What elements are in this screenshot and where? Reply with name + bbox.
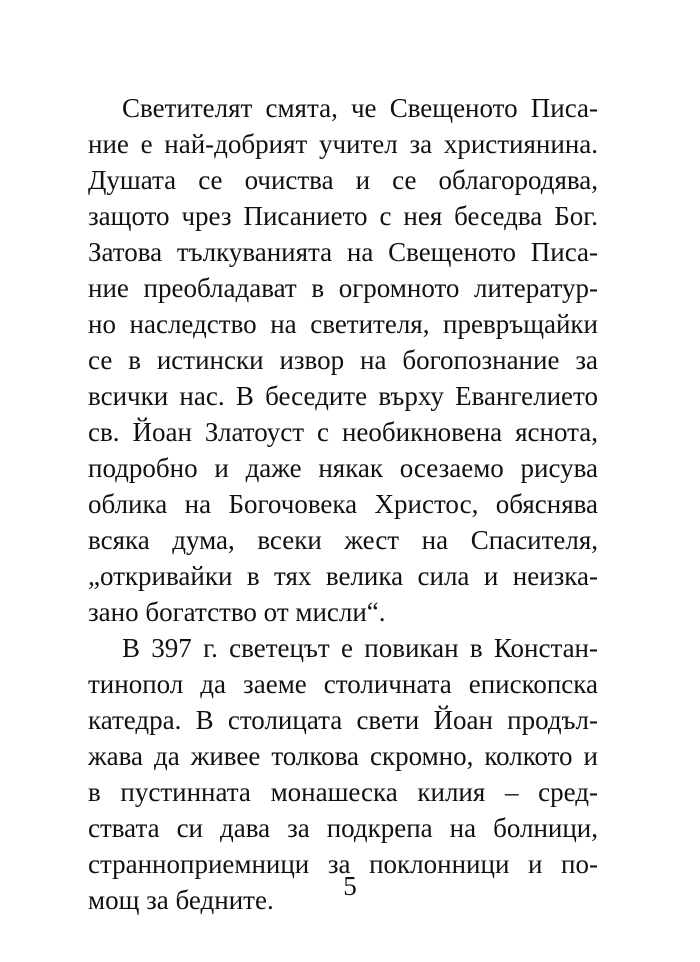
text-line: тинопол да заеме столичната епископска [88, 669, 598, 699]
text-line: в пустинната монашеска килия – сред- [88, 777, 598, 807]
text-line: зано богатство от мисли“. [88, 597, 386, 627]
text-line: странноприемници за поклонници и по- [88, 849, 598, 879]
text-line: В 397 г. светецът е повикан в Констан- [122, 633, 598, 663]
text-line: жава да живее толкова скромно, колкото и [88, 741, 598, 771]
text-line: всички нас. В беседите върху Евангелието [88, 381, 598, 411]
text-line: катедра. В столицата свети Йоан продъл- [88, 705, 598, 735]
text-line: ние преобладават в огромното литератур- [88, 273, 598, 303]
paragraph-1 [88, 90, 598, 630]
text-line: облика на Богочовека Христос, обяснява [88, 489, 598, 519]
text-line: подробно и даже някак осезаемо рисува [88, 453, 598, 483]
text-line: мощ за бедните. [88, 885, 274, 915]
text-line: Затова тълкуванията на Свещеното Писа- [88, 237, 598, 267]
text-line: „откривайки в тях велика сила и неизка- [88, 561, 598, 591]
text-line: ствата си дава за подкрепа на болници, [88, 813, 598, 843]
text-line: защото чрез Писанието с нея беседва Бог. [88, 201, 598, 231]
text-line: но наследство на светителя, превръщайки [88, 309, 598, 339]
page-number: 5 [343, 871, 357, 901]
text-line: Душата се очиства и се облагородява, [88, 165, 598, 195]
text-line: всяка дума, всеки жест на Спасителя, [88, 525, 598, 555]
text-line: се в истински извор на богопознание за [88, 345, 598, 375]
body-text [88, 90, 598, 918]
text-line: св. Йоан Златоуст с необикновена яснота, [88, 417, 598, 447]
text-line: ние е най-добрият учител за християнина. [88, 129, 598, 159]
text-line: Светителят смята, че Свещеното Писа- [122, 93, 598, 123]
